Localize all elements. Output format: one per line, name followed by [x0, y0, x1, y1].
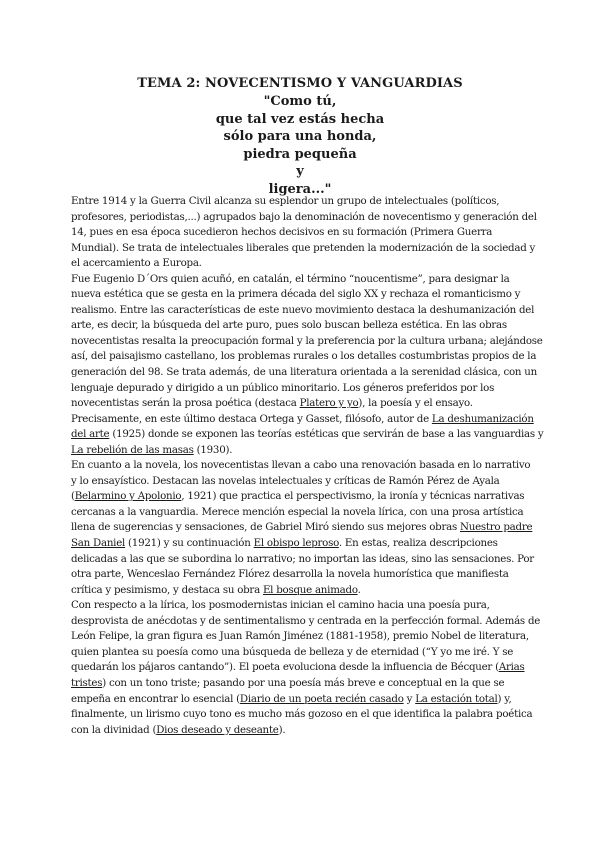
- text-line: [71, 552, 533, 568]
- text-line: [71, 489, 533, 505]
- text-line: [71, 676, 533, 692]
- text-segment: otra parte, Wenceslao Fernández Flórez desarrolla la novela humorística que manifiesta: [71, 568, 509, 581]
- text-segment: (1921) y su continuación: [125, 537, 254, 550]
- text-line: [71, 692, 533, 708]
- text-segment: En cuanto a la novela, los novecentistas llevan a cabo una renovación basada en lo narrativo: [71, 459, 531, 472]
- text-segment: nueva estética que se gesta en la primera década del siglo XX y rechaza el romanticismo y: [71, 288, 521, 301]
- text-segment: León Felipe, la gran figura es Juan Ramón Jiménez (1881-1958), premio Nobel de literatura,: [71, 630, 529, 643]
- text-line: [71, 272, 533, 288]
- text-segment: profesores, periodistas,...) agrupados bajo la denominación de novecentismo y generación del: [71, 210, 537, 223]
- text-segment: quedarán los pájaros cantando”). El poeta evoluciona desde la influencia de Bécquer (: [71, 661, 499, 674]
- text-line: [71, 381, 533, 397]
- text-line: [71, 520, 533, 536]
- text-line: [71, 505, 533, 521]
- text-segment: desprovista de anécdotas y de sentimentalismo y centrada en la perfección formal. Además de: [71, 614, 541, 627]
- text-line: [71, 723, 533, 739]
- text-line: [71, 443, 533, 459]
- text-segment: .: [357, 583, 361, 596]
- text-segment: crítica y pesimismo, y destaca su obra: [71, 583, 263, 596]
- text-line: [71, 567, 533, 583]
- text-line: [71, 334, 543, 350]
- text-segment: novecentistas serán la prosa poética (destaca: [71, 397, 300, 410]
- text-segment: llena de sugerencias y sensaciones, de Gabriel Miró siendo sus mejores obras: [71, 521, 460, 534]
- text-segment: generación del 98. Se trata además, de una literatura orientada a la serenidad clásica, con un: [71, 366, 537, 379]
- text-line: [71, 241, 536, 257]
- underlined-work-title: Platero y yo: [299, 397, 359, 410]
- text-segment: (: [71, 490, 75, 503]
- underlined-work-title: La deshumanización: [431, 412, 534, 425]
- text-segment: ), la poesía y el ensayo.: [358, 397, 473, 410]
- poem-line: que tal vez estás hecha: [215, 111, 385, 127]
- text-line: [71, 349, 537, 365]
- text-segment: Mundial). Se trata de intelectuales liberales que pretenden la modernización de la sociedad y: [71, 241, 536, 254]
- text-segment: . En estas, realiza descripciones: [338, 537, 498, 550]
- poem-line: sólo para una honda,: [223, 129, 377, 144]
- text-line: [71, 660, 533, 676]
- text-line: [71, 210, 537, 226]
- underlined-work-title: del arte: [71, 428, 110, 441]
- text-line: [71, 396, 533, 412]
- text-segment: Precisamente, en este último destaca Ortega y Gasset, filósofo, autor de: [71, 412, 432, 425]
- underlined-work-title: San Daniel: [71, 537, 126, 550]
- text-segment: empeña en encontrar lo esencial (: [71, 692, 240, 705]
- underlined-work-title: Diario de un poeta recién casado: [239, 692, 404, 705]
- text-segment: y: [403, 692, 416, 705]
- text-line: [71, 365, 537, 381]
- text-line: [71, 318, 533, 334]
- text-line: [71, 629, 533, 645]
- text-segment: ) con un tono triste; pasando por una poesía más breve e conceptual en la que se: [102, 676, 505, 689]
- poem-line: y: [296, 164, 304, 179]
- text-segment: 14, pues en esa época sucedieron hechos decisivos en su formación (Primera Guerra: [71, 226, 493, 239]
- underlined-work-title: Arias: [498, 661, 525, 674]
- epigraph-poem: [0, 93, 600, 198]
- underlined-work-title: Nuestro padre: [460, 521, 533, 534]
- text-line: [71, 287, 533, 303]
- text-line: [71, 707, 533, 723]
- text-segment: novecentistas resalta la preocupación formal y la preferencia por la cultura urbana; alejándose: [71, 334, 543, 347]
- poem-line: ligera...": [268, 181, 332, 197]
- text-line: [71, 474, 533, 490]
- text-segment: finalmente, un lirismo cuyo tono es mucho más gozoso en el que identifica la palabra poética: [71, 708, 533, 721]
- text-segment: con la divinidad (: [71, 723, 157, 736]
- text-segment: arte, es decir, la búsqueda del arte puro, pues solo buscan belleza estética. En las obras: [71, 319, 507, 332]
- text-segment: y lo ensayístico. Destacan las novelas intelectuales y críticas de Ramón Pérez de Ayala: [71, 474, 500, 487]
- text-segment: lenguaje depurado y dirigido a un público minoritario. Los géneros preferidos por los: [71, 381, 495, 394]
- underlined-work-title: El bosque animado: [262, 583, 358, 596]
- underlined-work-title: Belarmino y Apolonio: [74, 490, 182, 503]
- text-line: [71, 645, 533, 661]
- text-segment: , 1921) que practica el perspectivismo, la ironía y técnicas narrativas: [181, 490, 525, 503]
- underlined-work-title: tristes: [71, 676, 103, 689]
- text-segment: ).: [278, 723, 286, 736]
- text-segment: Entre 1914 y la Guerra Civil alcanza su esplendor un grupo de intelectuales (políticos,: [71, 195, 500, 207]
- text-segment: ) y,: [497, 692, 512, 705]
- text-segment: así, del paisajismo castellano, los problemas rurales o los detalles costumbristas propios de la: [71, 350, 537, 363]
- text-line: [71, 303, 533, 319]
- text-line: [71, 412, 533, 428]
- text-line: [71, 614, 541, 630]
- underlined-work-title: La estación total: [415, 692, 498, 705]
- text-segment: cercanas a la vanguardia. Merece mención especial la novela lírica, con una prosa artística: [71, 505, 524, 518]
- document-title: TEMA 2: NOVECENTISMO Y VANGUARDIAS: [137, 76, 463, 91]
- text-segment: Con respecto a la lírica, los posmodernistas inician el camino hacia una poesía pura,: [71, 599, 490, 612]
- text-line: [71, 194, 533, 210]
- text-line: [71, 598, 533, 614]
- poem-line: piedra pequeña: [243, 146, 357, 162]
- text-line: [71, 225, 533, 241]
- text-segment: el acercamiento a Europa.: [71, 257, 202, 270]
- text-segment: realismo. Entre las características de este nuevo movimiento destaca la deshumanización del: [71, 303, 535, 316]
- text-line: [71, 458, 533, 474]
- text-segment: delicadas a las que se subordina lo narrativo; no importan las ideas, sino las sensaciones. Por: [71, 552, 534, 565]
- underlined-work-title: Dios deseado y deseante: [156, 723, 279, 736]
- text-segment: (1930).: [193, 443, 233, 456]
- poem-line: "Como tú,: [263, 94, 337, 109]
- text-line: [71, 536, 533, 552]
- text-line: [71, 427, 544, 443]
- text-segment: quien plantea su poesía como una búsqueda de belleza y de eternidad (“Y yo me iré. Y se: [71, 645, 514, 658]
- text-segment: Fue Eugenio D´Ors quien acuñó, en catalán, el término “noucentisme”, para designar la: [71, 272, 510, 285]
- text-line: [71, 256, 533, 272]
- underlined-work-title: El obispo leproso: [253, 537, 339, 550]
- text-segment: (1925) donde se exponen las teorías estéticas que servirán de base a las vanguardias y: [109, 428, 544, 441]
- underlined-work-title: La rebelión de las masas: [71, 443, 194, 456]
- text-line: [71, 583, 533, 599]
- body-text: [71, 194, 544, 738]
